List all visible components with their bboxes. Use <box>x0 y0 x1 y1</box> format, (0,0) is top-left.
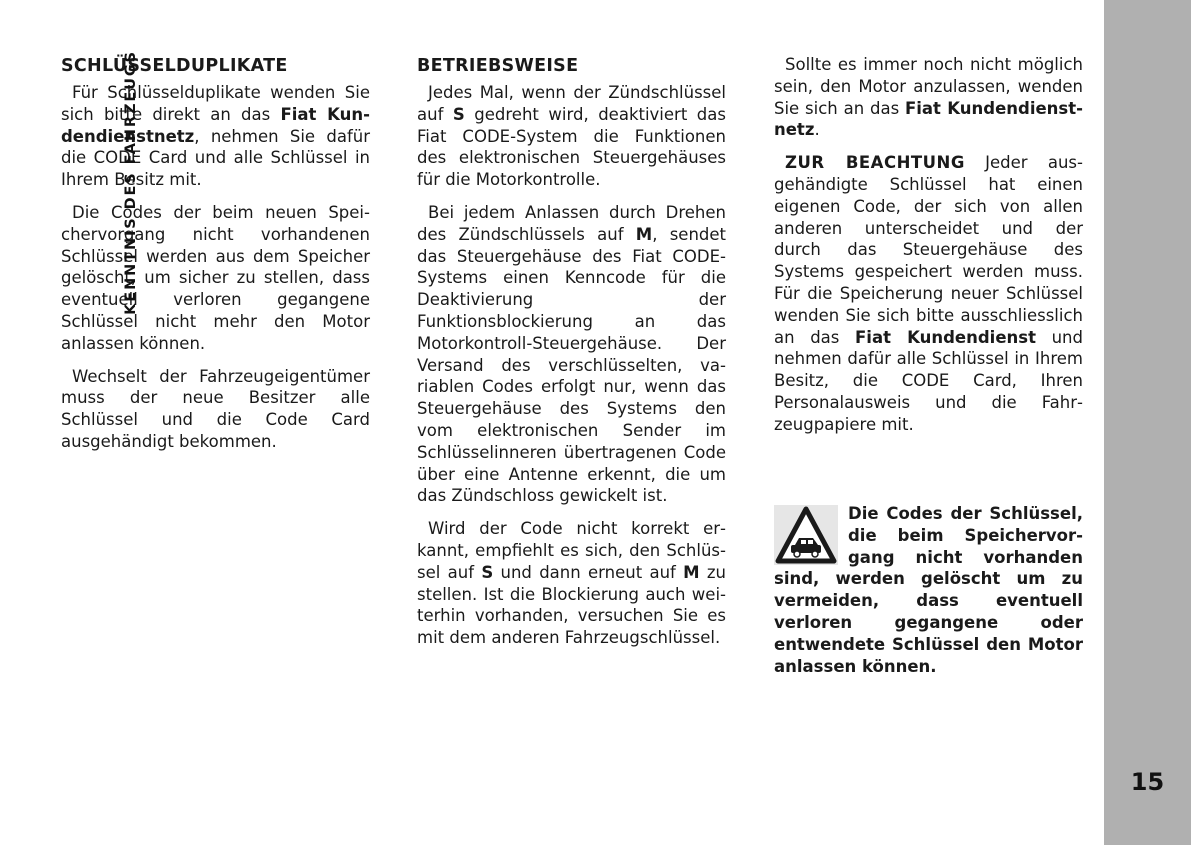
paragraph: Die Codes der beim neuen Speichervorgang nicht vorhandenen Schlüssel werden aus dem Speicher gelöscht, um sicher zu stellen, dass eventuell verloren gegangene Schlüssel nicht mehr den Motor anlassen können. <box>61 202 370 353</box>
text: Jedes Mal, wenn der Zündschlüssel auf <box>417 83 726 124</box>
text: und dann erneut auf <box>493 562 684 582</box>
bold-text: Fiat Kundendienst <box>855 327 1036 347</box>
paragraph: Wechselt der Fahrzeugeigentümer muss der neue Besitzer alle Schlüssel und die Code Card ausgehändigt bekommen. <box>61 366 370 451</box>
bold-text: Fiat Kundendienstnetz <box>774 98 1083 140</box>
paragraph <box>774 152 1083 435</box>
paragraph <box>774 54 1083 141</box>
column-3 <box>774 54 1083 447</box>
warning-box <box>774 503 1083 677</box>
section-title-vertical <box>87 0 174 328</box>
text: Für Schlüsselduplikate wenden Sie sich bitte direkt an das <box>61 83 370 124</box>
warning-text: Die Codes der Schlüssel, die beim Speichervorgang nicht vorhanden sind, werden gelöscht um zu vermeiden, dass eventuell verloren gegangene oder entwendete Schlüssel den Motor anlassen können. <box>774 504 1083 676</box>
page-number: 15 <box>1130 768 1165 796</box>
bold-text: Fiat Kundendienstnetz <box>61 104 370 146</box>
heading-betriebsweise: BETRIEBSWEISE <box>417 56 579 76</box>
text: Bei jedem Anlassen durch Drehen des Zündschlüssels auf <box>417 202 726 244</box>
text: gedreht wird, deaktiviert das Fiat CODE-System die Funktionen des elektronischen Steuergehäuses für die Motorkontrolle. <box>417 104 726 190</box>
paragraph <box>417 82 726 191</box>
bold-text: S <box>481 562 494 582</box>
text: , sendet das Steuergehäuse des Fiat CODE-Systems einen Kenncode für die Deaktivierung der Funktionsblockierung an das Motorkontroll-Steuergehäuse. Der Versand des verschlüsselten, variablen Codes erfolgt nur, wenn das Steuergehäuse des Systems den vom elektronischen Sender im Schlüsselinneren übertragenen Code über eine Antenne erkennt, die um das Zündschloss gewickelt ist. <box>417 224 726 506</box>
text: zu stellen. Ist die Blockierung auch weiterhin vorhanden, versuchen Sie es mit dem anderen Fahrzeugschlüssel. <box>417 562 726 648</box>
bold-text: M <box>683 562 700 582</box>
paragraph <box>417 518 726 649</box>
sidebar <box>1104 0 1191 845</box>
text: . <box>814 120 820 140</box>
paragraph <box>417 202 726 507</box>
text: Wird der Code nicht korrekt erkannt, empfiehlt es sich, den Schlüssel auf <box>417 519 726 582</box>
column-2 <box>417 54 726 660</box>
text: und nehmen dafür alle Schlüssel in Ihrem Besitz, die CODE Card, Ihren Personalausweis und die Fahrzeugpapiere mit. <box>774 327 1083 434</box>
heading-schluesselduplikate: SCHLÜSSELDUPLIKATE <box>61 56 288 76</box>
warning-car-icon <box>774 505 838 565</box>
text: Sollte es immer noch nicht möglich sein, den Motor anzulassen, wenden Sie sich an das <box>774 55 1083 118</box>
bold-text: M <box>635 224 653 244</box>
note-lead: ZUR BEACHTUNG <box>785 153 965 173</box>
bold-text: S <box>452 104 465 124</box>
text: Jeder ausgehändigte Schlüssel hat einen eigenen Code, der sich von allen anderen unterscheidet und der durch das Steuergehäuse des Systems gespeichert werden muss. Für die Speicherung neuer Schlüssel wenden Sie sich bitte ausschliesslich an das <box>774 153 1083 347</box>
section-title-text: KENNTNIS DES FAHRZEUGS <box>122 50 139 315</box>
text: , nehmen Sie dafür die CODE Card und alle Schlüssel in Ihrem Besitz mit. <box>61 126 370 190</box>
